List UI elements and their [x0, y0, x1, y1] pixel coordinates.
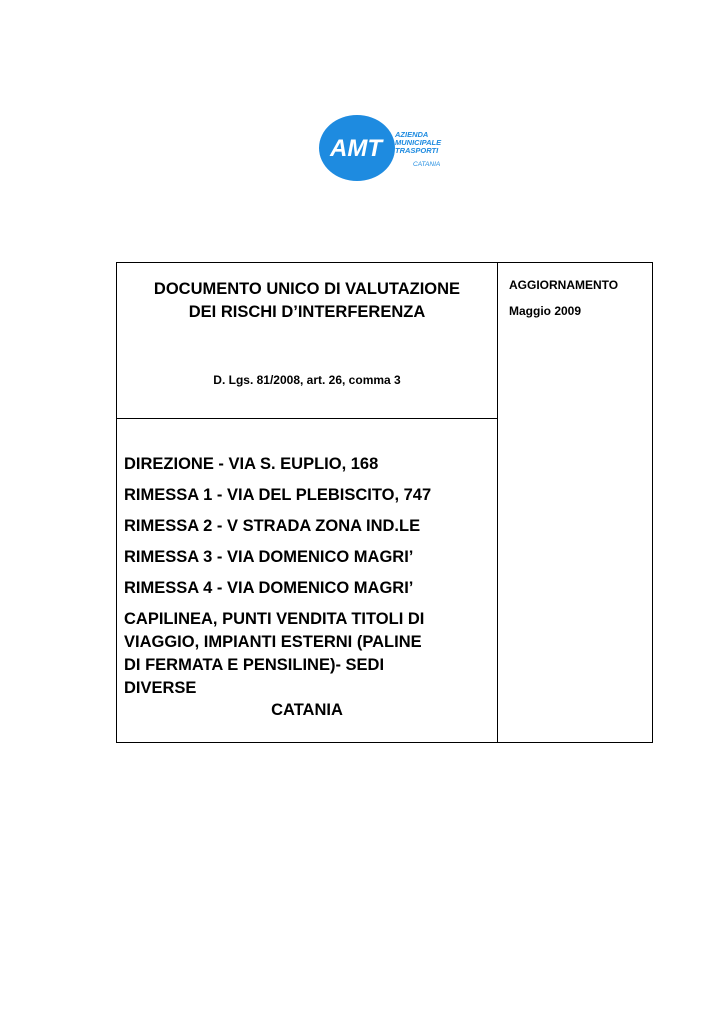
- other-sites-line-4: DIVERSE: [124, 679, 197, 697]
- document-city: CATANIA: [271, 701, 343, 719]
- location-rimessa-4: RIMESSA 4 - VIA DOMENICO MAGRI’: [124, 579, 414, 597]
- logo-city: CATANIA: [413, 161, 441, 168]
- logo-company-line-3: TRASPORTI: [395, 146, 439, 155]
- column-divider: [497, 263, 498, 742]
- update-date: Maggio 2009: [509, 304, 582, 318]
- other-sites-line-3: DI FERMATA E PENSILINE)- SEDI: [124, 656, 385, 674]
- location-rimessa-1: RIMESSA 1 - VIA DEL PLEBISCITO, 747: [124, 486, 432, 504]
- document-title: [117, 278, 497, 324]
- document-info-table: [116, 262, 653, 743]
- law-reference: D. Lgs. 81/2008, art. 26, comma 3: [213, 373, 401, 387]
- logo-brand-text: AMT: [330, 135, 382, 162]
- row-divider: [117, 418, 497, 419]
- logo-company-line-2: MUNICIPALE: [395, 138, 442, 147]
- other-sites-line-1: CAPILINEA, PUNTI VENDITA TITOLI DI: [124, 610, 425, 628]
- locations-list: [124, 453, 492, 700]
- logo-company-line-1: AZIENDA: [395, 130, 429, 139]
- location-rimessa-3: RIMESSA 3 - VIA DOMENICO MAGRI’: [124, 548, 414, 566]
- other-sites-line-2: VIAGGIO, IMPIANTI ESTERNI (PALINE: [124, 633, 422, 651]
- location-other-sites: [124, 608, 492, 700]
- location-direzione: DIREZIONE - VIA S. EUPLIO, 168: [124, 455, 379, 473]
- amt-logo: [318, 110, 458, 185]
- location-rimessa-2: RIMESSA 2 - V STRADA ZONA IND.LE: [124, 517, 421, 535]
- document-title-line-1: DOCUMENTO UNICO DI VALUTAZIONE: [153, 280, 461, 298]
- document-title-line-2: DEI RISCHI D’INTERFERENZA: [188, 303, 426, 321]
- update-label: AGGIORNAMENTO: [509, 278, 619, 292]
